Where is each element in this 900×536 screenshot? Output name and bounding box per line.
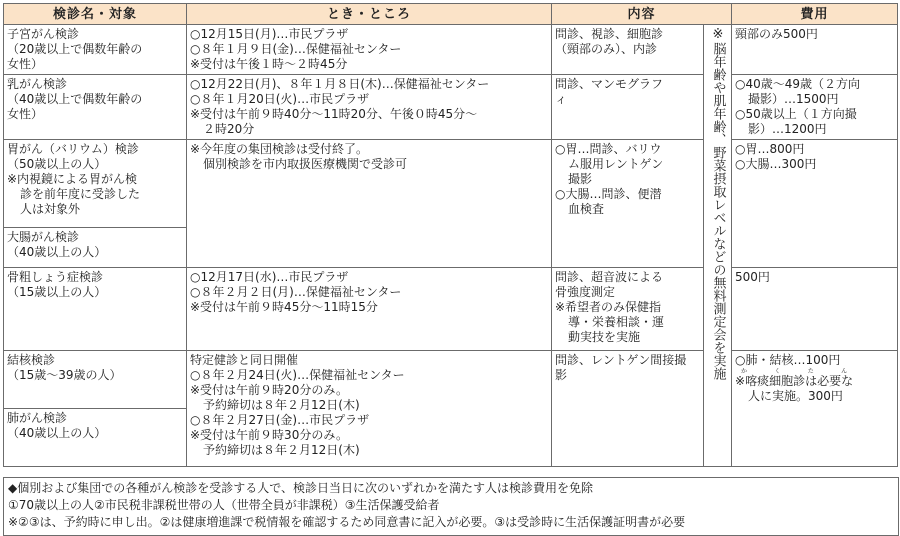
tb-lung-fee-3: 人に実施。300円: [748, 389, 843, 403]
tb-target: （15歳～39歳の人）: [7, 368, 122, 382]
breast-content: [552, 75, 704, 140]
osteo-content-1: 問診、超音波による: [555, 270, 664, 284]
stomach-colon-fee-2: ○大腸…300円: [735, 157, 817, 171]
breast-title: 乳がん検診: [7, 77, 68, 91]
uterine-fee-1: 頸部のみ500円: [735, 27, 818, 41]
stomach-colon-fee-1: ○胃…800円: [735, 142, 805, 156]
lung-target: （40歳以上の人）: [7, 426, 107, 440]
exemption-remarks: ※②③は、予約時に申し出。②は健康増進課で税情報を確認するため同意書に記入が必要。③は受診時に生活保護証明書が必要: [8, 515, 686, 529]
lung-name: [4, 409, 187, 467]
osteo-schedule: [187, 268, 552, 351]
uterine-schedule: [187, 25, 552, 75]
osteo-date-1: ○12月17日(水)…市民プラザ: [190, 270, 349, 284]
stomach-colon-content-2: ム服用レントゲン: [568, 157, 664, 171]
stomach-title: 胃がん（バリウム）検診: [7, 142, 139, 156]
header-row: [4, 4, 898, 25]
osteo-fee: [732, 268, 898, 351]
osteo-content-3: ※希望者のみ保健指: [555, 300, 662, 314]
osteo-title: 骨粗しょう症検診: [7, 270, 104, 284]
tb-lung-fee-1: ○肺・結核…100円: [735, 353, 841, 367]
stomach-colon-content: [552, 140, 704, 268]
osteo-content-2: 骨強度測定: [555, 285, 616, 299]
stomach-colon-note-1: ※今年度の集団検診は受付終了。: [190, 142, 369, 156]
stomach-target: （50歳以上の人）: [7, 157, 107, 171]
side-note-cell: [704, 25, 732, 467]
colon-target: （40歳以上の人）: [7, 245, 107, 259]
tb-lung-fee: [732, 351, 898, 467]
uterine-target: （20歳以上で偶数年齢の: [7, 42, 143, 56]
row-breast: [4, 75, 898, 140]
tb-lung-date-1: ○８年２月24日(火)…保健福祉センター: [190, 368, 405, 382]
tb-title: 結核検診: [7, 353, 56, 367]
osteo-fee-1: 500円: [735, 270, 770, 284]
breast-fee-4: 影）…1200円: [748, 122, 827, 136]
breast-fee-2: 撮影）…1500円: [748, 92, 839, 106]
colon-title: 大腸がん検診: [7, 230, 80, 244]
header-when-where: とき・ところ: [187, 4, 552, 25]
colon-name: [4, 228, 187, 268]
tb-lung-heading: 特定健診と同日開催: [190, 353, 299, 367]
tb-lung-schedule: [187, 351, 552, 467]
fee-exemption-note: [3, 477, 899, 536]
row-tb: [4, 351, 898, 409]
exemption-heading: ◆個別および集団での各種がん検診を受診する人で、検診日当日に次のいずれかを満たす人は検診費用を免除: [8, 481, 593, 495]
breast-content-2: ィ: [555, 92, 568, 106]
tb-lung-deadline-2: 予約締切は８年２月12日(木): [203, 443, 360, 457]
tb-lung-fee-2: [735, 368, 894, 389]
uterine-date-2: ○８年１月９日(金)…保健福祉センター: [190, 42, 402, 56]
breast-target-cont: 女性）: [7, 107, 44, 121]
uterine-content-2: （頸部のみ）、内診: [555, 42, 658, 56]
uterine-reception: ※受付は午後１時～２時45分: [190, 57, 348, 71]
exemption-conditions: ①70歳以上の人②市民税非課税世帯の人（世帯全員が非課税）③生活保護受給者: [8, 498, 440, 512]
stomach-colon-note-2: 個別検診を市内取扱医療機関で受診可: [203, 157, 408, 171]
breast-date-2: ○８年１月20日(火)…市民プラザ: [190, 92, 370, 106]
row-uterine: [4, 25, 898, 75]
tb-lung-reception-2: ※受付は午前９時30分のみ。: [190, 428, 349, 442]
stomach-colon-content-3: 撮影: [568, 172, 593, 186]
tb-lung-content-1: 問診、レントゲン間接撮: [555, 353, 687, 367]
breast-target: （40歳以上で偶数年齢の: [7, 92, 143, 106]
row-osteo: [4, 268, 898, 351]
osteo-content-4: 導・栄養相談・運: [568, 315, 665, 329]
header-name: 検診名・対象: [4, 4, 187, 25]
osteo-content: [552, 268, 704, 351]
osteo-date-2: ○８年２月２日(月)…保健福祉センター: [190, 285, 402, 299]
checkup-schedule-table: [3, 3, 898, 467]
stomach-note-1: ※内視鏡による胃がん検: [7, 172, 138, 186]
breast-schedule: [187, 75, 552, 140]
osteo-content-5: 動実技を実施: [568, 330, 641, 344]
tb-lung-deadline-1: 予約締切は８年２月12日(木): [203, 398, 360, 412]
tb-lung-date-2: ○８年２月27日(金)…市民プラザ: [190, 413, 370, 427]
stomach-name: [4, 140, 187, 228]
osteo-reception: ※受付は午前９時45分～11時15分: [190, 300, 378, 314]
stomach-note-2: 診を前年度に受診した: [20, 187, 141, 201]
tb-lung-reception-1: ※受付は午前９時20分のみ。: [190, 383, 349, 397]
uterine-fee: [732, 25, 898, 75]
sputum-reading: かくたん: [735, 368, 854, 375]
uterine-name: [4, 25, 187, 75]
stomach-colon-content-4: ○大腸…問診、便潜: [555, 187, 662, 201]
tb-lung-content-2: 影: [555, 368, 568, 382]
header-fee: 費用: [732, 4, 898, 25]
uterine-title: 子宮がん検診: [7, 27, 80, 41]
sputum-ruby: ※喀痰細胞診は必要なかくたん: [735, 368, 854, 388]
stomach-note-3: 人は対象外: [20, 202, 81, 216]
breast-fee-3: ○50歳以上（１方向撮: [735, 107, 857, 121]
tb-name: [4, 351, 187, 409]
uterine-target-cont: 女性）: [7, 57, 44, 71]
stomach-colon-content-5: 血検査: [568, 202, 605, 216]
breast-reception-cont: ２時20分: [203, 122, 255, 136]
osteo-name: [4, 268, 187, 351]
breast-content-1: 問診、マンモグラフ: [555, 77, 664, 91]
stomach-colon-content-1: ○胃…問診、バリウ: [555, 142, 662, 156]
header-content: 内容: [552, 4, 732, 25]
uterine-date-1: ○12月15日(月)…市民プラザ: [190, 27, 349, 41]
stomach-colon-schedule: [187, 140, 552, 268]
breast-reception: ※受付は午前９時40分～11時20分、午後０時45分～: [190, 107, 478, 121]
stomach-colon-fee: [732, 140, 898, 268]
uterine-content-1: 問診、視診、細胞診: [555, 27, 664, 41]
breast-fee: [732, 75, 898, 140]
lung-title: 肺がん検診: [7, 411, 68, 425]
tb-lung-content: [552, 351, 704, 467]
osteo-target: （15歳以上の人）: [7, 285, 107, 299]
breast-fee-1: ○40歳～49歳（２方向: [735, 77, 861, 91]
uterine-content: [552, 25, 704, 75]
side-note: ※脳年齢や肌年齢、野菜摂取レベルなどの無料測定会を実施: [710, 27, 726, 380]
breast-date-1: ○12月22日(月)、８年１月８日(木)…保健福祉センター: [190, 77, 490, 91]
breast-name: [4, 75, 187, 140]
row-stomach: [4, 140, 898, 228]
